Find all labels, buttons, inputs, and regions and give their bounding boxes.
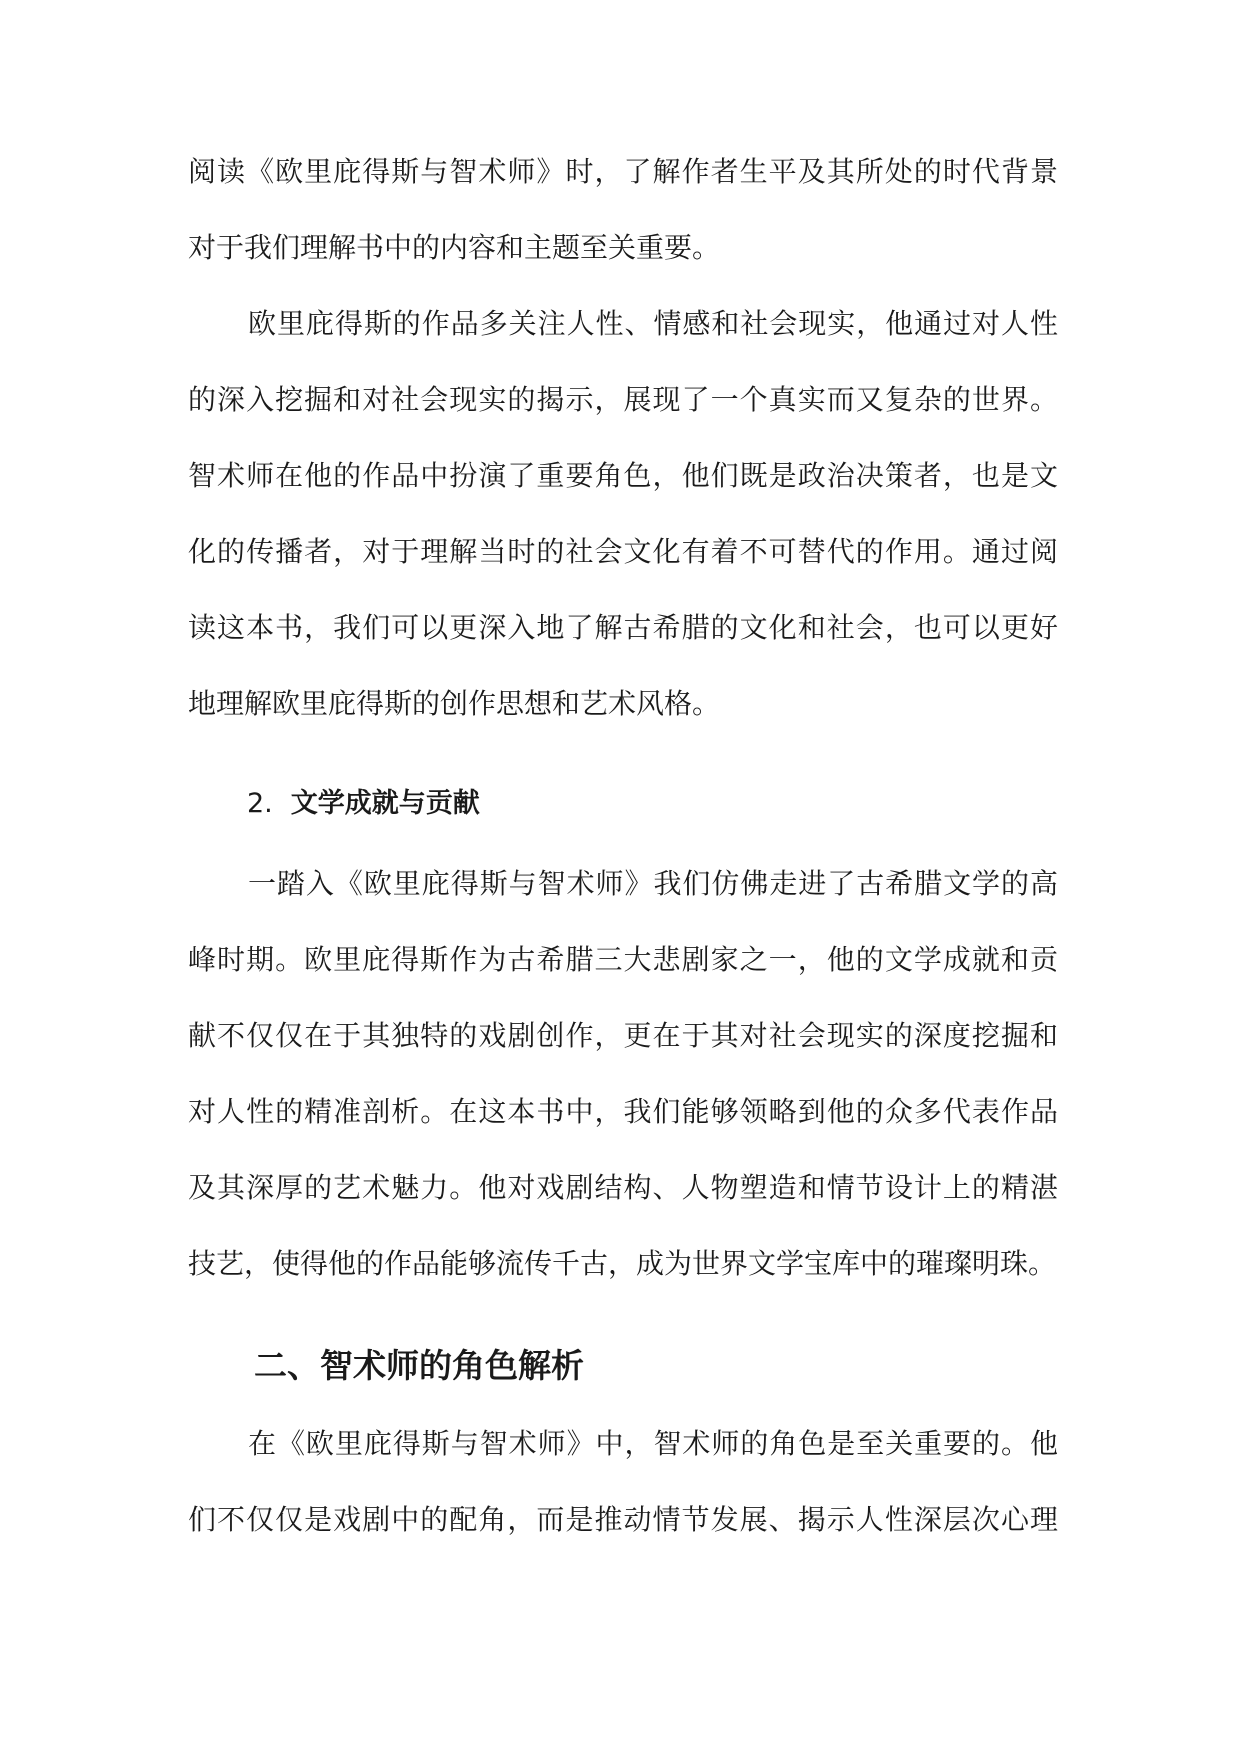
paragraph-line: 们不仅仅是戏剧中的配角，而是推动情节发展、揭示人性深层次心理	[188, 1503, 1058, 1536]
paragraph-line: 对于我们理解书中的内容和主题至关重要。	[188, 231, 721, 264]
paragraph-line: 峰时期。欧里庇得斯作为古希腊三大悲剧家之一，他的文学成就和贡	[188, 943, 1058, 976]
paragraph-line: 对人性的精准剖析。在这本书中，我们能够领略到他的众多代表作品	[188, 1095, 1058, 1128]
section-heading	[247, 784, 480, 824]
paragraph-line: 地理解欧里庇得斯的创作思想和艺术风格。	[188, 687, 721, 720]
chapter-heading: 二、智术师的角色解析	[254, 1346, 584, 1385]
paragraph-line: 欧里庇得斯的作品多关注人性、情感和社会现实，他通过对人性	[248, 307, 1058, 340]
paragraph-line: 在《欧里庇得斯与智术师》中，智术师的角色是至关重要的。他	[248, 1427, 1058, 1460]
paragraph-line: 技艺，使得他的作品能够流传千古，成为世界文学宝库中的璀璨明珠。	[188, 1247, 1057, 1280]
paragraph-line: 的深入挖掘和对社会现实的揭示，展现了一个真实而又复杂的世界。	[188, 383, 1058, 416]
section-number: 2.	[247, 788, 273, 819]
paragraph-line: 及其深厚的艺术魅力。他对戏剧结构、人物塑造和情节设计上的精湛	[188, 1171, 1058, 1204]
paragraph-line: 读这本书，我们可以更深入地了解古希腊的文化和社会，也可以更好	[188, 611, 1058, 644]
paragraph-line: 阅读《欧里庇得斯与智术师》时，了解作者生平及其所处的时代背景	[188, 155, 1058, 188]
section-title: 文学成就与贡献	[290, 788, 480, 819]
paragraph-line: 化的传播者，对于理解当时的社会文化有着不可替代的作用。通过阅	[188, 535, 1058, 568]
paragraph-line: 一踏入《欧里庇得斯与智术师》我们仿佛走进了古希腊文学的高	[248, 867, 1058, 900]
paragraph-line: 智术师在他的作品中扮演了重要角色，他们既是政治决策者，也是文	[188, 459, 1058, 492]
paragraph-line: 献不仅仅在于其独特的戏剧创作，更在于其对社会现实的深度挖掘和	[188, 1019, 1058, 1052]
